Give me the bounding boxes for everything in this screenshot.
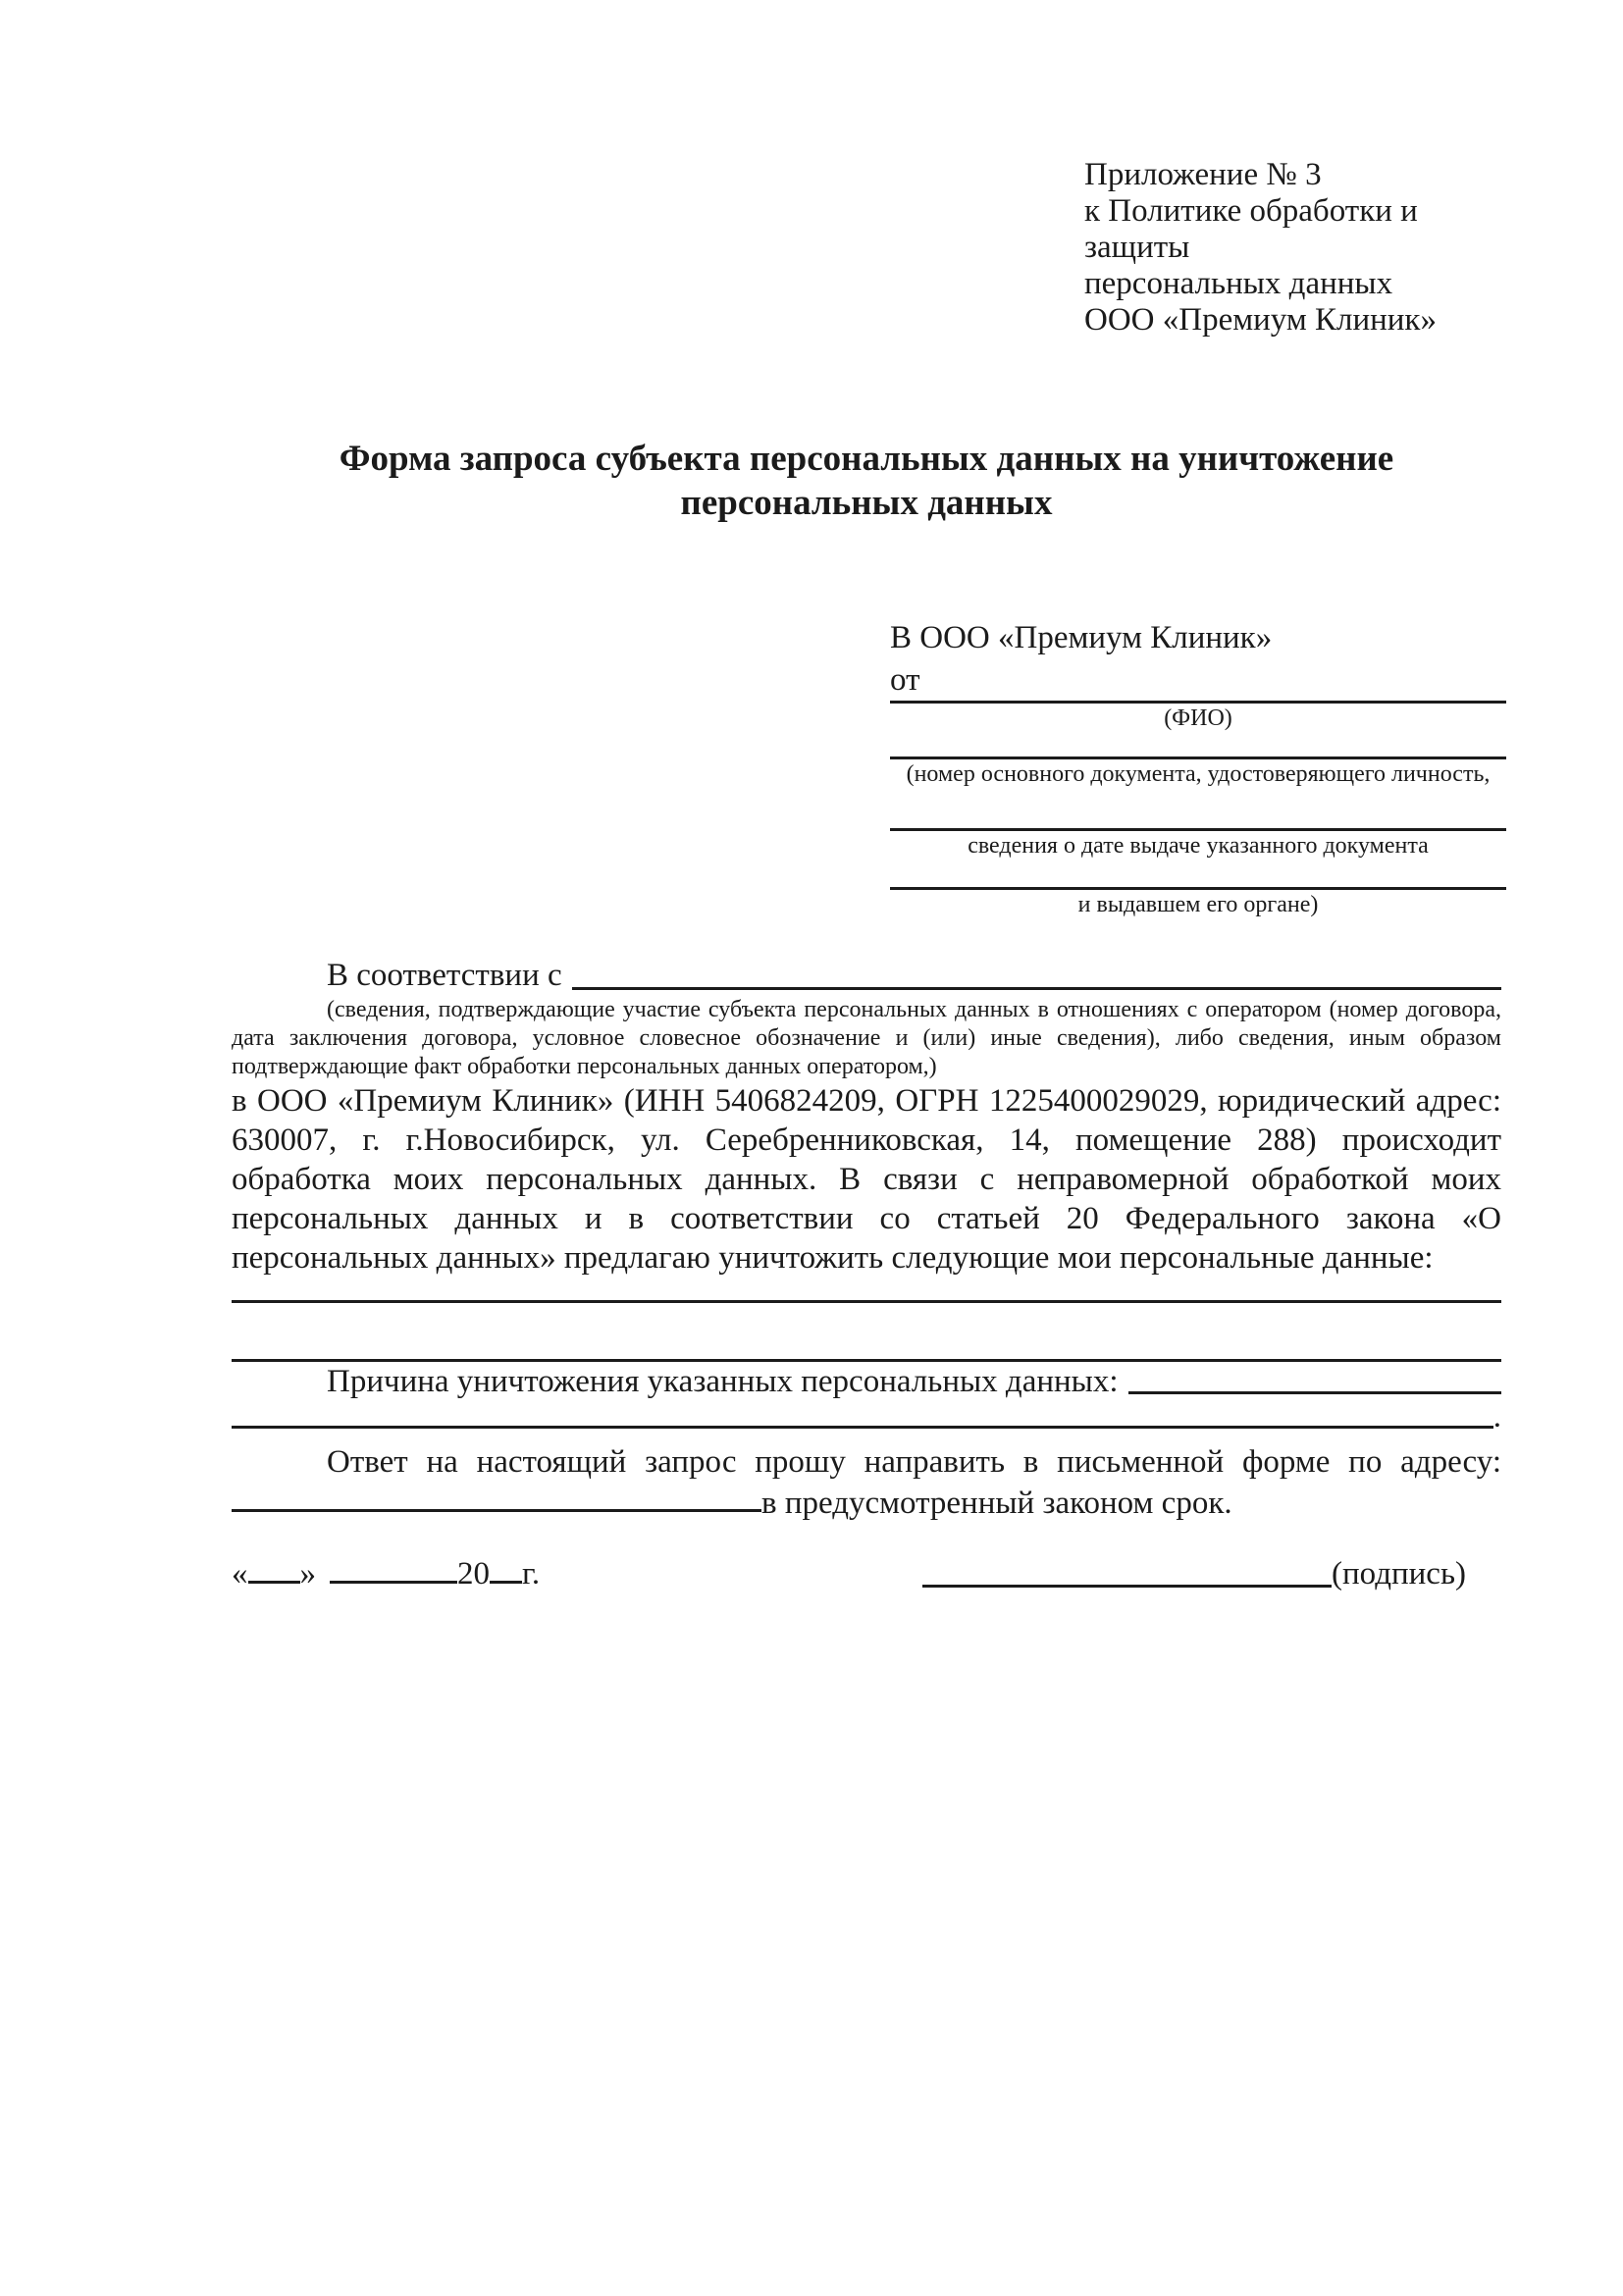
signature-caption: (подпись) (1332, 1556, 1466, 1592)
reason-continuation-row (232, 1401, 1501, 1434)
issuing-authority-write-in-line (890, 861, 1506, 890)
accordance-write-in-line (572, 987, 1501, 990)
document-number-write-in-line (890, 733, 1506, 759)
close-quote: » (299, 1556, 316, 1592)
issue-date-write-in-line (890, 789, 1506, 831)
year-suffix: г. (522, 1556, 541, 1592)
issuing-authority-caption: и выдавшем его органе) (1077, 892, 1319, 917)
reason-write-in-line (1128, 1391, 1501, 1394)
accordance-row (232, 955, 1501, 996)
personal-data-write-in-line-2 (232, 1303, 1501, 1362)
date-block (232, 1553, 540, 1594)
fio-field (890, 701, 1506, 733)
accordance-footnote: (сведения, подтверждающие участие субъекта персональных данных в отношениях с оператором (номер договора, дата заключения договора, условное словесное обозначение и (или) иные сведения), либо сведения, иным образом подтверждающие факт обработки персональных данных оператором,) (232, 997, 1501, 1079)
recipient-from-label: от (890, 662, 920, 698)
fio-caption: (ФИО) (1164, 705, 1232, 731)
century-prefix: 20 (457, 1556, 490, 1592)
recipient-block (890, 617, 1506, 919)
sentence-period: . (1492, 1399, 1501, 1435)
address-write-in-line (232, 1509, 761, 1512)
appendix-note-line: Приложение № 3 (1084, 157, 1322, 192)
day-write-in-line (248, 1581, 300, 1584)
address-row (232, 1483, 1501, 1524)
issue-date-field (890, 789, 1506, 861)
signature-block (922, 1553, 1466, 1594)
document-number-field (890, 733, 1506, 789)
accordance-label: В соответствии с (327, 958, 562, 993)
document-number-caption: (номер основного документа, удостоверяющего личность, (906, 761, 1491, 787)
response-sentence: Ответ на настоящий запрос прошу направить в письменной форме по адресу: (327, 1444, 1501, 1480)
appendix-note (1084, 157, 1501, 339)
form-title: Форма запроса субъекта персональных данных на уничтожение персональных данных (339, 439, 1394, 523)
reason-row (232, 1362, 1501, 1401)
personal-data-write-in-line-1 (232, 1278, 1501, 1303)
main-paragraph: в ООО «Премиум Клиник» (ИНН 5406824209, ОГРН 1225400029029, юридический адрес: 630007, г. г.Новосибирск, ул. Серебренниковская, 14, помещение 288) происходит обработка моих персональных данных. В связи с неправомерной обработкой моих персональных данных и в соответствии со статьей 20 Федерального закона «О персональных данных» предлагаю уничтожить следующие мои персональные данные: (232, 1083, 1501, 1276)
signature-write-in-line (922, 1585, 1332, 1588)
recipient-organization: В ООО «Премиум Клиник» (890, 620, 1273, 655)
year-write-in-line (490, 1581, 522, 1584)
appendix-note-line: к Политике обработки и защиты (1084, 193, 1418, 265)
appendix-note-line: персональных данных (1084, 266, 1393, 301)
response-suffix: в предусмотренный законом срок. (761, 1486, 1232, 1521)
issue-date-caption: сведения о дате выдаче указанного документа (968, 833, 1429, 859)
open-quote: « (232, 1556, 248, 1592)
date-signature-row (232, 1553, 1501, 1594)
month-write-in-line (330, 1581, 457, 1584)
reason-label: Причина уничтожения указанных персональных данных: (327, 1364, 1119, 1399)
issuing-authority-field (890, 861, 1506, 919)
appendix-note-line: ООО «Премиум Клиник» (1084, 302, 1437, 338)
reason-write-in-line-2 (232, 1426, 1493, 1429)
